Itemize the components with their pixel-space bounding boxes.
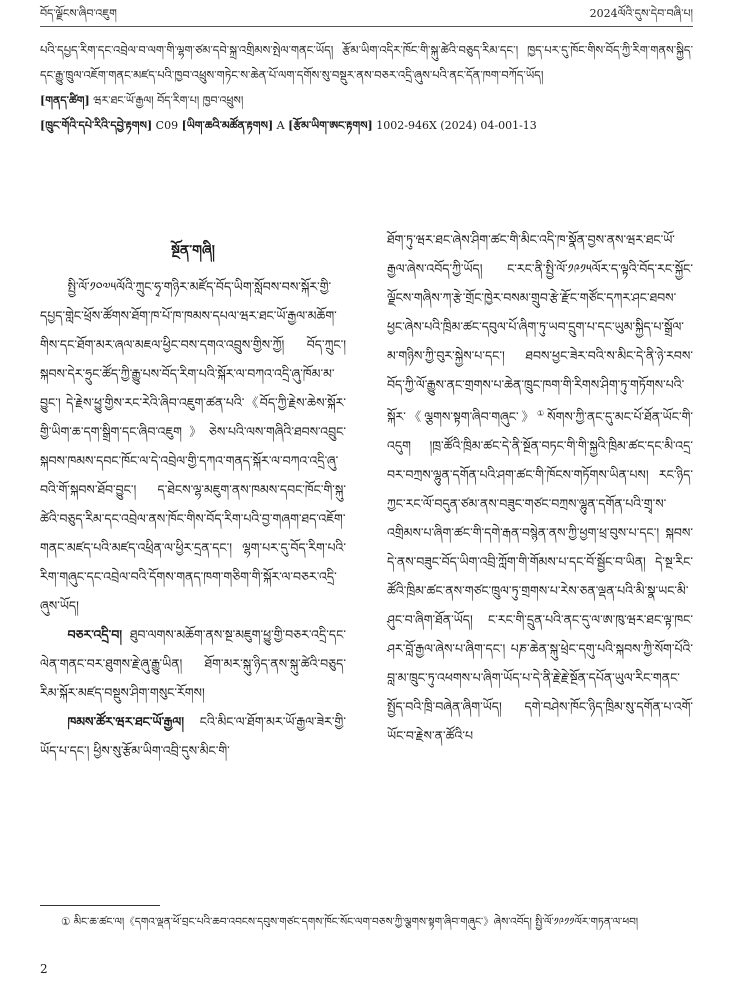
issue-info: 2024ལོའི་དུས་དེབ་བཞི་པ། [589, 6, 693, 20]
footnote-ref[interactable]: ① [537, 409, 548, 418]
interviewee-paragraph [40, 707, 346, 765]
right-column [387, 225, 693, 890]
continued-text-2: སོགས་ཀྱི་ནང་དུ་མང་པོ་ཐོན་ཡོང་གི་འདུག །ཁྲ་ཚོའི་ཁྲིམ་ཚང་དེ་ནི་སྔོན་བཏང་གི་གི་སྐྱའི་ཁྲིམ་ཚང་དང་མི་འདྲ་བར་བཀྲས་ལྷུན་དགོན་པའི་ཤག་ཚང་གི་ཁོངས་གཏོགས་ཡིན་པས། རང་ཉིད་ཀྱང་རང་ལོ་བདུན་ཙམ་ནས་བཟུང་གཙང་བཀྲས་ལྷུན་དགོན་པའི་གྲྭ་ས་འགྲིམས་པ་ཞིག་ཚང་གི་དགེ་རྒན་བསྙེན་ནས་ཀྱི་ཕྱག་ཕྲ་བུས་པ་དང་། སྐབས་དེ་ནས་བཟུང་བོད་ཡིག་འབྲི་ཀློག་གི་གོམས་པ་དང་བོ་སྦྱོང་བ་ཡིན། དེ་སྔ་རིང་ཚོའི་ཁྲིམ་ཚང་ནས་གཙང་ཁྲུལ་ཏུ་གྲགས་པ་རེས་ཅན་ལྡན་པའི་མི་སྣ་ཡང་མི་ཤུང་བ་ཞིག་ཐོན་ཡོད། ང་རང་གི་དྲུན་པའི་ནང་དུ་ལ་ཨ་ཁུ་ཝར་ཐང་ལྟ་ཁང་ཤར་བློ་རྒྱལ་ཞེས་པ་ཞིག་དང་། པཎ་ཆེན་སྐུ་ཕྲེང་དགུ་པའི་སྐབས་ཀྱི་སོག་པོའི་བླ་མ་ཁྲུང་ཏུ་འཕགས་པ་ཞིག་ཡོད་པ་དེ་ནི་རྗེ་རྗེ་སྔོན་དཔོན་ཡུལ་རིང་གནང་སྤྱོད་བའི་ཁྲི་བཞེན་ཞིག་ཡོད། དགེ་བཤེས་ཁོང་ཉིད་ཁྲིམ་སུ་དགོན་པ་འགོ་ཡོང་བ་རྗེས་ན་ཚོའི་པ [387, 409, 694, 744]
keywords-line [40, 88, 693, 113]
interviewer-paragraph [40, 620, 346, 707]
abstract-text: པའི་དཔྱད་རིག་དང་འབྲེལ་བ་ལག་གི་ལྷག་ཙམ་དབེ་སྐྲ་འགྲིམས་སྤེལ་གནང་ཡོད། རྩོམ་ཡིག་འདིར་ཁོང་གི་སྐུ་ཚེའི་བཅུད་རིམ་དང་། ཁྱད་པར་དུ་ཁོང་གིས་བོད་ཀྱི་རིག་གནས་སྐྱིད་དང་རྒྱུ་ཁྲུལ་འཇོག་གནང་མཛད་པའི་ཁྱབ་འཕྲུས་གཏེང་ས་ཆེན་པོ་ལག་དགོས་སུ་བསྡུར་ནས་བཅར་འདྲི་ཞུས་པའི་ནང་དོན་ཁག་བཀོད་ཡོད། [40, 43, 693, 82]
class-value: C09 [155, 119, 179, 132]
interviewer-text: ཐུབ་ལགས་མཆོག་ནས་སྔ་མཇུག་ཕྱུ་གྱི་བཅར་འདྲི་དང་ལེན་གནང་བར་ཐུགས་རྗེ་ཞུ་རྒྱུ་ཡིན། ཐོག་མར་སྐུ་ཉིད་ནས་སྐུ་ཚེའི་བཅུད་རིམ་སྐོར་མཛད་བསྡུས་ཤིག་གསུང་རོགས། [40, 627, 346, 700]
abstract-block [40, 38, 693, 138]
journal-title: བོད་ལྗོངས་ཞིབ་འཇུག [40, 6, 117, 20]
doc-label: [ཡིག་ཆའི་མཚོན་རྟགས] [181, 119, 274, 132]
page-number: 2 [40, 962, 48, 976]
keywords-value: ཝར་ཐང་ཡོ་རྒྱལ། བོད་རིག་པ། ཁྱབ་འཕྲུས། [93, 94, 244, 107]
issn-value: 1002-946X (2024) 04-001-13 [376, 119, 537, 132]
footnote-rule [40, 905, 160, 906]
issn-label: [རྩོམ་ཡིག་ཨང་རྟགས] [288, 119, 373, 132]
footnote-area [40, 905, 693, 932]
section-heading: སྔོན་གཞི། [171, 243, 215, 259]
keywords-label: [གནད་ཚིག] [40, 94, 90, 107]
continued-text: ཐོག་ཏུ་ཝར་ཐང་ཞེས་ཤིག་ཚང་གི་མིང་འདི་ཁ་སྣོན་བྱས་ནས་ཝར་ཐང་ཡོ་རྒྱལ་ཞེས་འབོད་ཀྱི་ཡོད། ང་རང་ནི་སྤྱི་ལོ་༡༩༡༥ལོར་ད་ལྟའི་བོད་རང་སྐྱོང་ལྗོངས་གཞིས་ཀ་རྩེ་གྲོང་ཁྱེར་བསམ་གྲུབ་རྩེ་རྫོང་གཙོང་དཀར་ཤང་ཐབས་ཕྱང་ཞེས་པའི་ཁྲིམ་ཚང་དབུལ་པོ་ཞིག་ཏུ་ཡབ་དྲུག་པ་དང་ཡུམ་སྐྱིད་པ་སྒྲོལ་མ་གཉིས་ཀྱི་བུར་སྐྱེས་པ་དང་། ཐབས་ཕྱང་ཟེར་བའི་ས་མིང་དེ་ནི་ཉེ་རབས་བོད་ཀྱི་ལོ་རྒྱུས་ནང་གྲགས་པ་ཆེན་ཁྲུང་ཁག་གི་རིགས་ཤིག་ཏུ་གཏོགས་པའི་སྐོར་《ལྕགས་སྟག་ཞིབ་གཞུང་》 [387, 232, 693, 425]
doc-value: A [276, 119, 285, 132]
continued-paragraph [387, 225, 693, 750]
interviewee-text: ངའི་མིང་ལ་ཐོག་མར་ཡོ་རྒྱལ་ཟེར་གྱི་ཡོད་པ་དང་། ཕྱིས་སུ་རྩོམ་ཡིག་འབྲི་དུས་མིང་གི་ [40, 714, 346, 758]
interviewer-label: བཅར་འདྲི་བ། [67, 627, 123, 642]
class-label: [ཁྲུང་གོའི་དཔེ་རིའི་དབྱེ་རྟགས] [40, 119, 153, 132]
body-columns [40, 225, 693, 890]
intro-paragraph: སྤྱི་ལོ་༡༠༧༥ལོའི་ཀྲུང་ཧྭ་གཉིར་མཛོད་བོད་ཡིག་སློབས་བས་སྐོར་གྱི་དཔྱད་གླེང་ཕྲོས་ཚོགས་ཐོག་ཁ་པོ་ཁ་ཁམས་དཔལ་ཝར་ཐང་ཡོ་རྒྱལ་མཆོག་གིས་དང་ཐོག་མར་ཞལ་མཇལ་ཕྱིང་བས་དགའ་འབྲུས་གྱིས་ཀྱོ། བོད་ཀྲུང་། སྐབས་དེར་ཧྲུང་ཚོད་ཀྱི་རྒྱུ་པས་བོད་རིག་པའི་སྐོར་ལ་བཀའ་འདྲི་ཞུ་ཁོམ་མ་བྱུང་། དེ་རྗེས་ཕྱུ་གྱིས་རང་རེའི་ཞིབ་འཇུག་ཚན་པའི་《བོད་ཀྱི་རྗེས་ཆེས་སྐོར་གྱི་ཡིག་ཆ་དག་སྒྲིག་དང་ཞིབ་འཇུག》ཅེས་པའི་ལས་གཞིའི་ཐབས་འབྲུང་སྐབས་ཁམས་དབང་ཁོང་ལ་དེ་འབྲེལ་གྱི་དཀའ་གནད་སྐོར་ལ་བཀའ་འདྲི་ཞུ་བའི་གོ་སྐབས་ཐོབ་བྱུང་། ད་ཐེངས་ལྷ་མཇུག་ནས་ཁམས་དབང་ཁོང་གི་སྐུ་ཚེའི་བཅུད་རིམ་དང་འབྲེལ་ནས་ཁོང་གིས་བོད་རིག་པའི་བྱ་གཞག་ཐད་འཇོག་གནང་མཛད་པའི་མཛད་འཕྲིན་ལ་ཕྱིར་དྲན་དང་། ལྷག་པར་དུ་བོད་རིག་པའི་རིག་གཞུང་དང་འབྲེལ་བའི་དོགས་གནད་ཁག་གཅིག་གི་སྐོར་ལ་བཅར་འདྲི་ཞུས་ཡོད། [40, 279, 346, 613]
interviewee-label: ཁམས་ཚོར་ཝར་ཐང་ཡོ་རྒྱལ། [67, 714, 184, 729]
running-header [40, 6, 693, 27]
left-column [40, 225, 346, 890]
footnote-text: ① མིང་ཆ་ཚང་ལ།《དགའ་ལྡན་ཕོ་བྲང་པའི་ཆབ་འབངས་དབུས་གཙང་དགས་ཁོང་སོང་ལག་བཅས་ཀྱི་ལྕགས་སྟག་ཞིབ་གཞུང་》ཞེས་འབོད། སྤྱི་ལོ་༡༩༡༡ལོར་གཏན་ལ་ཕབ། [61, 916, 639, 928]
classification-line [40, 113, 693, 138]
